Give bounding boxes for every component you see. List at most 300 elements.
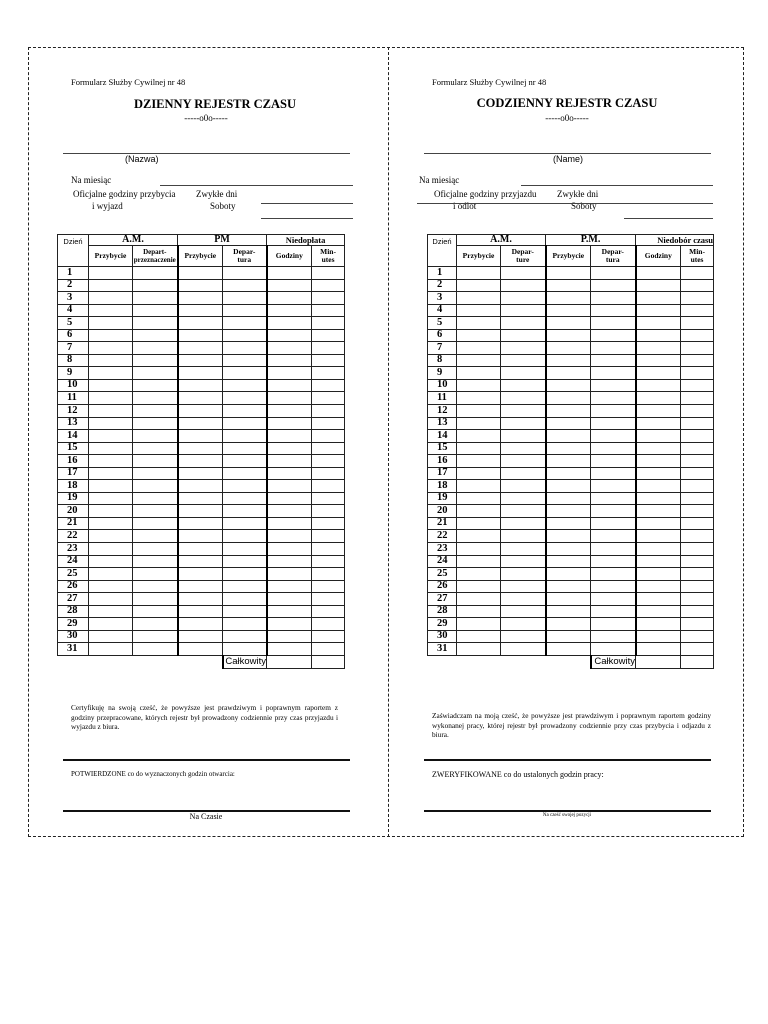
minutes-cell[interactable] bbox=[312, 580, 345, 593]
arrival-am-cell[interactable] bbox=[89, 467, 133, 480]
hours-cell[interactable] bbox=[636, 480, 681, 493]
departure-pm-cell[interactable] bbox=[591, 580, 636, 593]
minutes-cell[interactable] bbox=[681, 379, 714, 392]
departure-am-cell[interactable] bbox=[133, 342, 178, 355]
arrival-pm-cell[interactable] bbox=[178, 267, 223, 280]
arrival-pm-cell[interactable] bbox=[546, 467, 591, 480]
departure-am-cell[interactable] bbox=[133, 505, 178, 518]
minutes-cell[interactable] bbox=[681, 492, 714, 505]
departure-pm-cell[interactable] bbox=[223, 405, 267, 418]
arrival-pm-cell[interactable] bbox=[178, 605, 223, 618]
departure-pm-cell[interactable] bbox=[223, 492, 267, 505]
hours-cell[interactable] bbox=[636, 492, 681, 505]
departure-pm-cell[interactable] bbox=[223, 267, 267, 280]
departure-am-cell[interactable] bbox=[501, 643, 546, 656]
departure-pm-cell[interactable] bbox=[591, 430, 636, 443]
minutes-cell[interactable] bbox=[681, 342, 714, 355]
departure-pm-cell[interactable] bbox=[591, 480, 636, 493]
hours-cell[interactable] bbox=[267, 342, 312, 355]
arrival-pm-cell[interactable] bbox=[546, 593, 591, 606]
arrival-pm-cell[interactable] bbox=[546, 630, 591, 643]
departure-am-cell[interactable] bbox=[133, 430, 178, 443]
hours-cell[interactable] bbox=[636, 467, 681, 480]
hours-cell[interactable] bbox=[267, 392, 312, 405]
arrival-am-cell[interactable] bbox=[457, 317, 501, 330]
minutes-cell[interactable] bbox=[312, 392, 345, 405]
hours-cell[interactable] bbox=[636, 618, 681, 631]
hours-cell[interactable] bbox=[267, 329, 312, 342]
arrival-pm-cell[interactable] bbox=[178, 279, 223, 292]
minutes-cell[interactable] bbox=[312, 480, 345, 493]
hours-cell[interactable] bbox=[267, 317, 312, 330]
minutes-cell[interactable] bbox=[312, 279, 345, 292]
hours-cell[interactable] bbox=[267, 442, 312, 455]
hours-cell[interactable] bbox=[636, 630, 681, 643]
minutes-cell[interactable] bbox=[312, 354, 345, 367]
arrival-pm-cell[interactable] bbox=[178, 630, 223, 643]
departure-am-cell[interactable] bbox=[133, 580, 178, 593]
arrival-pm-cell[interactable] bbox=[546, 367, 591, 380]
arrival-am-cell[interactable] bbox=[89, 354, 133, 367]
minutes-cell[interactable] bbox=[312, 342, 345, 355]
departure-pm-cell[interactable] bbox=[591, 505, 636, 518]
departure-am-cell[interactable] bbox=[501, 317, 546, 330]
arrival-am-cell[interactable] bbox=[89, 492, 133, 505]
departure-am-cell[interactable] bbox=[133, 279, 178, 292]
arrival-pm-cell[interactable] bbox=[178, 643, 223, 656]
departure-am-cell[interactable] bbox=[133, 354, 178, 367]
arrival-pm-cell[interactable] bbox=[546, 605, 591, 618]
departure-pm-cell[interactable] bbox=[223, 279, 267, 292]
minutes-cell[interactable] bbox=[681, 455, 714, 468]
hours-cell[interactable] bbox=[267, 379, 312, 392]
hours-cell[interactable] bbox=[636, 267, 681, 280]
hours-cell[interactable] bbox=[636, 543, 681, 556]
arrival-pm-cell[interactable] bbox=[546, 568, 591, 581]
departure-am-cell[interactable] bbox=[133, 379, 178, 392]
arrival-pm-cell[interactable] bbox=[178, 580, 223, 593]
departure-am-cell[interactable] bbox=[133, 568, 178, 581]
departure-pm-cell[interactable] bbox=[591, 643, 636, 656]
departure-pm-cell[interactable] bbox=[591, 593, 636, 606]
departure-am-cell[interactable] bbox=[501, 630, 546, 643]
hours-cell[interactable] bbox=[636, 442, 681, 455]
arrival-pm-cell[interactable] bbox=[546, 405, 591, 418]
arrival-pm-cell[interactable] bbox=[178, 543, 223, 556]
hours-cell[interactable] bbox=[267, 555, 312, 568]
arrival-am-cell[interactable] bbox=[89, 442, 133, 455]
hours-cell[interactable] bbox=[636, 292, 681, 305]
departure-pm-cell[interactable] bbox=[591, 405, 636, 418]
minutes-cell[interactable] bbox=[312, 630, 345, 643]
hours-cell[interactable] bbox=[636, 505, 681, 518]
departure-am-cell[interactable] bbox=[501, 442, 546, 455]
minutes-cell[interactable] bbox=[681, 643, 714, 656]
departure-am-cell[interactable] bbox=[133, 317, 178, 330]
arrival-am-cell[interactable] bbox=[457, 292, 501, 305]
arrival-pm-cell[interactable] bbox=[178, 505, 223, 518]
minutes-cell[interactable] bbox=[681, 430, 714, 443]
minutes-cell[interactable] bbox=[312, 530, 345, 543]
arrival-pm-cell[interactable] bbox=[546, 455, 591, 468]
departure-pm-cell[interactable] bbox=[223, 342, 267, 355]
departure-am-cell[interactable] bbox=[133, 555, 178, 568]
minutes-cell[interactable] bbox=[312, 442, 345, 455]
minutes-cell[interactable] bbox=[681, 555, 714, 568]
departure-pm-cell[interactable] bbox=[591, 329, 636, 342]
arrival-pm-cell[interactable] bbox=[546, 618, 591, 631]
departure-am-cell[interactable] bbox=[133, 455, 178, 468]
departure-pm-cell[interactable] bbox=[223, 517, 267, 530]
arrival-pm-cell[interactable] bbox=[178, 568, 223, 581]
arrival-am-cell[interactable] bbox=[89, 517, 133, 530]
arrival-am-cell[interactable] bbox=[457, 430, 501, 443]
hours-cell[interactable] bbox=[636, 354, 681, 367]
departure-am-cell[interactable] bbox=[501, 543, 546, 556]
departure-pm-cell[interactable] bbox=[223, 630, 267, 643]
departure-pm-cell[interactable] bbox=[591, 417, 636, 430]
minutes-cell[interactable] bbox=[681, 568, 714, 581]
departure-pm-cell[interactable] bbox=[591, 279, 636, 292]
arrival-am-cell[interactable] bbox=[457, 304, 501, 317]
departure-am-cell[interactable] bbox=[501, 480, 546, 493]
minutes-cell[interactable] bbox=[681, 329, 714, 342]
minutes-cell[interactable] bbox=[312, 379, 345, 392]
arrival-pm-cell[interactable] bbox=[546, 555, 591, 568]
total-hours-cell[interactable] bbox=[267, 655, 312, 668]
hours-cell[interactable] bbox=[636, 417, 681, 430]
departure-pm-cell[interactable] bbox=[223, 304, 267, 317]
arrival-am-cell[interactable] bbox=[457, 392, 501, 405]
arrival-pm-cell[interactable] bbox=[178, 455, 223, 468]
departure-pm-cell[interactable] bbox=[591, 467, 636, 480]
arrival-am-cell[interactable] bbox=[89, 329, 133, 342]
arrival-am-cell[interactable] bbox=[89, 405, 133, 418]
departure-pm-cell[interactable] bbox=[591, 455, 636, 468]
hours-cell[interactable] bbox=[267, 267, 312, 280]
arrival-am-cell[interactable] bbox=[457, 543, 501, 556]
minutes-cell[interactable] bbox=[681, 417, 714, 430]
arrival-am-cell[interactable] bbox=[89, 543, 133, 556]
departure-am-cell[interactable] bbox=[133, 367, 178, 380]
arrival-am-cell[interactable] bbox=[89, 279, 133, 292]
departure-am-cell[interactable] bbox=[501, 530, 546, 543]
hours-cell[interactable] bbox=[636, 517, 681, 530]
departure-am-cell[interactable] bbox=[501, 430, 546, 443]
minutes-cell[interactable] bbox=[312, 492, 345, 505]
hours-cell[interactable] bbox=[267, 455, 312, 468]
departure-am-cell[interactable] bbox=[133, 605, 178, 618]
arrival-pm-cell[interactable] bbox=[178, 329, 223, 342]
arrival-am-cell[interactable] bbox=[89, 317, 133, 330]
minutes-cell[interactable] bbox=[681, 292, 714, 305]
hours-cell[interactable] bbox=[636, 405, 681, 418]
departure-am-cell[interactable] bbox=[133, 630, 178, 643]
arrival-pm-cell[interactable] bbox=[178, 392, 223, 405]
hours-cell[interactable] bbox=[636, 593, 681, 606]
departure-pm-cell[interactable] bbox=[591, 392, 636, 405]
departure-pm-cell[interactable] bbox=[223, 593, 267, 606]
minutes-cell[interactable] bbox=[312, 267, 345, 280]
hours-cell[interactable] bbox=[267, 405, 312, 418]
departure-am-cell[interactable] bbox=[501, 367, 546, 380]
departure-pm-cell[interactable] bbox=[591, 555, 636, 568]
arrival-am-cell[interactable] bbox=[457, 405, 501, 418]
arrival-pm-cell[interactable] bbox=[546, 279, 591, 292]
total-minutes-cell[interactable] bbox=[312, 655, 345, 668]
departure-pm-cell[interactable] bbox=[223, 329, 267, 342]
departure-pm-cell[interactable] bbox=[591, 568, 636, 581]
departure-pm-cell[interactable] bbox=[591, 530, 636, 543]
departure-am-cell[interactable] bbox=[501, 405, 546, 418]
arrival-am-cell[interactable] bbox=[89, 417, 133, 430]
arrival-pm-cell[interactable] bbox=[546, 492, 591, 505]
arrival-pm-cell[interactable] bbox=[546, 543, 591, 556]
departure-pm-cell[interactable] bbox=[223, 480, 267, 493]
arrival-pm-cell[interactable] bbox=[546, 379, 591, 392]
arrival-am-cell[interactable] bbox=[457, 555, 501, 568]
arrival-am-cell[interactable] bbox=[457, 643, 501, 656]
minutes-cell[interactable] bbox=[681, 354, 714, 367]
departure-pm-cell[interactable] bbox=[223, 605, 267, 618]
arrival-am-cell[interactable] bbox=[89, 267, 133, 280]
minutes-cell[interactable] bbox=[312, 593, 345, 606]
arrival-pm-cell[interactable] bbox=[178, 367, 223, 380]
arrival-pm-cell[interactable] bbox=[178, 417, 223, 430]
departure-am-cell[interactable] bbox=[133, 292, 178, 305]
arrival-pm-cell[interactable] bbox=[546, 417, 591, 430]
arrival-pm-cell[interactable] bbox=[178, 530, 223, 543]
arrival-am-cell[interactable] bbox=[457, 279, 501, 292]
departure-am-cell[interactable] bbox=[133, 492, 178, 505]
departure-pm-cell[interactable] bbox=[223, 568, 267, 581]
departure-am-cell[interactable] bbox=[133, 417, 178, 430]
arrival-am-cell[interactable] bbox=[89, 367, 133, 380]
departure-pm-cell[interactable] bbox=[223, 643, 267, 656]
departure-am-cell[interactable] bbox=[133, 593, 178, 606]
departure-am-cell[interactable] bbox=[501, 605, 546, 618]
hours-cell[interactable] bbox=[267, 580, 312, 593]
departure-pm-cell[interactable] bbox=[223, 455, 267, 468]
hours-cell[interactable] bbox=[267, 605, 312, 618]
hours-cell[interactable] bbox=[267, 467, 312, 480]
departure-am-cell[interactable] bbox=[501, 279, 546, 292]
arrival-pm-cell[interactable] bbox=[546, 505, 591, 518]
hours-cell[interactable] bbox=[636, 568, 681, 581]
arrival-pm-cell[interactable] bbox=[546, 480, 591, 493]
arrival-pm-cell[interactable] bbox=[546, 342, 591, 355]
arrival-pm-cell[interactable] bbox=[178, 430, 223, 443]
minutes-cell[interactable] bbox=[681, 317, 714, 330]
arrival-pm-cell[interactable] bbox=[546, 517, 591, 530]
hours-cell[interactable] bbox=[267, 568, 312, 581]
arrival-am-cell[interactable] bbox=[457, 267, 501, 280]
arrival-pm-cell[interactable] bbox=[178, 342, 223, 355]
arrival-am-cell[interactable] bbox=[89, 568, 133, 581]
departure-am-cell[interactable] bbox=[501, 342, 546, 355]
arrival-am-cell[interactable] bbox=[89, 618, 133, 631]
hours-cell[interactable] bbox=[267, 530, 312, 543]
minutes-cell[interactable] bbox=[681, 593, 714, 606]
departure-am-cell[interactable] bbox=[133, 442, 178, 455]
arrival-am-cell[interactable] bbox=[457, 605, 501, 618]
minutes-cell[interactable] bbox=[681, 392, 714, 405]
hours-cell[interactable] bbox=[636, 580, 681, 593]
arrival-pm-cell[interactable] bbox=[546, 354, 591, 367]
departure-pm-cell[interactable] bbox=[591, 354, 636, 367]
hours-cell[interactable] bbox=[636, 430, 681, 443]
total-minutes-cell[interactable] bbox=[681, 655, 714, 668]
departure-pm-cell[interactable] bbox=[223, 417, 267, 430]
hours-cell[interactable] bbox=[636, 317, 681, 330]
departure-pm-cell[interactable] bbox=[223, 580, 267, 593]
arrival-pm-cell[interactable] bbox=[178, 480, 223, 493]
hours-cell[interactable] bbox=[636, 379, 681, 392]
minutes-cell[interactable] bbox=[681, 467, 714, 480]
arrival-pm-cell[interactable] bbox=[178, 379, 223, 392]
minutes-cell[interactable] bbox=[312, 304, 345, 317]
hours-cell[interactable] bbox=[636, 304, 681, 317]
hours-cell[interactable] bbox=[267, 593, 312, 606]
arrival-am-cell[interactable] bbox=[457, 442, 501, 455]
arrival-am-cell[interactable] bbox=[457, 492, 501, 505]
arrival-pm-cell[interactable] bbox=[546, 430, 591, 443]
departure-pm-cell[interactable] bbox=[223, 505, 267, 518]
hours-cell[interactable] bbox=[267, 643, 312, 656]
arrival-pm-cell[interactable] bbox=[178, 555, 223, 568]
departure-am-cell[interactable] bbox=[501, 555, 546, 568]
hours-cell[interactable] bbox=[636, 455, 681, 468]
hours-cell[interactable] bbox=[267, 417, 312, 430]
hours-cell[interactable] bbox=[267, 630, 312, 643]
hours-cell[interactable] bbox=[267, 292, 312, 305]
minutes-cell[interactable] bbox=[681, 405, 714, 418]
departure-am-cell[interactable] bbox=[501, 467, 546, 480]
hours-cell[interactable] bbox=[267, 480, 312, 493]
arrival-am-cell[interactable] bbox=[457, 630, 501, 643]
hours-cell[interactable] bbox=[267, 279, 312, 292]
departure-am-cell[interactable] bbox=[133, 517, 178, 530]
departure-am-cell[interactable] bbox=[501, 267, 546, 280]
departure-pm-cell[interactable] bbox=[591, 342, 636, 355]
hours-cell[interactable] bbox=[636, 643, 681, 656]
departure-am-cell[interactable] bbox=[501, 417, 546, 430]
hours-cell[interactable] bbox=[267, 430, 312, 443]
arrival-pm-cell[interactable] bbox=[178, 354, 223, 367]
departure-pm-cell[interactable] bbox=[223, 292, 267, 305]
arrival-pm-cell[interactable] bbox=[178, 292, 223, 305]
minutes-cell[interactable] bbox=[681, 618, 714, 631]
hours-cell[interactable] bbox=[267, 367, 312, 380]
arrival-pm-cell[interactable] bbox=[546, 580, 591, 593]
departure-pm-cell[interactable] bbox=[223, 442, 267, 455]
departure-pm-cell[interactable] bbox=[223, 430, 267, 443]
departure-pm-cell[interactable] bbox=[223, 555, 267, 568]
minutes-cell[interactable] bbox=[681, 543, 714, 556]
arrival-am-cell[interactable] bbox=[89, 605, 133, 618]
departure-am-cell[interactable] bbox=[133, 392, 178, 405]
minutes-cell[interactable] bbox=[312, 555, 345, 568]
arrival-pm-cell[interactable] bbox=[178, 593, 223, 606]
minutes-cell[interactable] bbox=[681, 630, 714, 643]
arrival-am-cell[interactable] bbox=[457, 480, 501, 493]
total-hours-cell[interactable] bbox=[636, 655, 681, 668]
departure-am-cell[interactable] bbox=[501, 379, 546, 392]
arrival-am-cell[interactable] bbox=[457, 530, 501, 543]
hours-cell[interactable] bbox=[267, 304, 312, 317]
departure-am-cell[interactable] bbox=[133, 267, 178, 280]
arrival-pm-cell[interactable] bbox=[546, 304, 591, 317]
arrival-pm-cell[interactable] bbox=[546, 329, 591, 342]
departure-pm-cell[interactable] bbox=[591, 304, 636, 317]
arrival-pm-cell[interactable] bbox=[546, 530, 591, 543]
minutes-cell[interactable] bbox=[681, 367, 714, 380]
departure-am-cell[interactable] bbox=[501, 568, 546, 581]
hours-cell[interactable] bbox=[636, 367, 681, 380]
minutes-cell[interactable] bbox=[681, 267, 714, 280]
departure-am-cell[interactable] bbox=[501, 505, 546, 518]
hours-cell[interactable] bbox=[267, 543, 312, 556]
minutes-cell[interactable] bbox=[312, 618, 345, 631]
arrival-am-cell[interactable] bbox=[457, 505, 501, 518]
departure-pm-cell[interactable] bbox=[591, 317, 636, 330]
arrival-am-cell[interactable] bbox=[89, 580, 133, 593]
hours-cell[interactable] bbox=[267, 492, 312, 505]
departure-am-cell[interactable] bbox=[501, 392, 546, 405]
hours-cell[interactable] bbox=[636, 392, 681, 405]
minutes-cell[interactable] bbox=[312, 543, 345, 556]
departure-pm-cell[interactable] bbox=[591, 292, 636, 305]
arrival-am-cell[interactable] bbox=[457, 342, 501, 355]
minutes-cell[interactable] bbox=[681, 480, 714, 493]
departure-am-cell[interactable] bbox=[501, 304, 546, 317]
arrival-am-cell[interactable] bbox=[89, 480, 133, 493]
departure-am-cell[interactable] bbox=[501, 292, 546, 305]
arrival-am-cell[interactable] bbox=[89, 505, 133, 518]
hours-cell[interactable] bbox=[267, 517, 312, 530]
minutes-cell[interactable] bbox=[312, 430, 345, 443]
departure-am-cell[interactable] bbox=[501, 618, 546, 631]
departure-pm-cell[interactable] bbox=[591, 367, 636, 380]
arrival-pm-cell[interactable] bbox=[546, 267, 591, 280]
arrival-pm-cell[interactable] bbox=[546, 643, 591, 656]
minutes-cell[interactable] bbox=[312, 605, 345, 618]
arrival-pm-cell[interactable] bbox=[178, 492, 223, 505]
departure-pm-cell[interactable] bbox=[591, 618, 636, 631]
minutes-cell[interactable] bbox=[312, 367, 345, 380]
departure-am-cell[interactable] bbox=[133, 329, 178, 342]
departure-pm-cell[interactable] bbox=[223, 317, 267, 330]
arrival-am-cell[interactable] bbox=[89, 342, 133, 355]
minutes-cell[interactable] bbox=[312, 329, 345, 342]
departure-pm-cell[interactable] bbox=[591, 543, 636, 556]
departure-pm-cell[interactable] bbox=[591, 267, 636, 280]
minutes-cell[interactable] bbox=[312, 317, 345, 330]
hours-cell[interactable] bbox=[636, 555, 681, 568]
minutes-cell[interactable] bbox=[681, 530, 714, 543]
departure-pm-cell[interactable] bbox=[591, 517, 636, 530]
arrival-pm-cell[interactable] bbox=[178, 317, 223, 330]
arrival-am-cell[interactable] bbox=[457, 467, 501, 480]
minutes-cell[interactable] bbox=[312, 517, 345, 530]
departure-am-cell[interactable] bbox=[501, 593, 546, 606]
arrival-am-cell[interactable] bbox=[89, 593, 133, 606]
departure-am-cell[interactable] bbox=[133, 304, 178, 317]
departure-am-cell[interactable] bbox=[133, 643, 178, 656]
arrival-pm-cell[interactable] bbox=[178, 405, 223, 418]
departure-am-cell[interactable] bbox=[133, 467, 178, 480]
departure-pm-cell[interactable] bbox=[591, 442, 636, 455]
